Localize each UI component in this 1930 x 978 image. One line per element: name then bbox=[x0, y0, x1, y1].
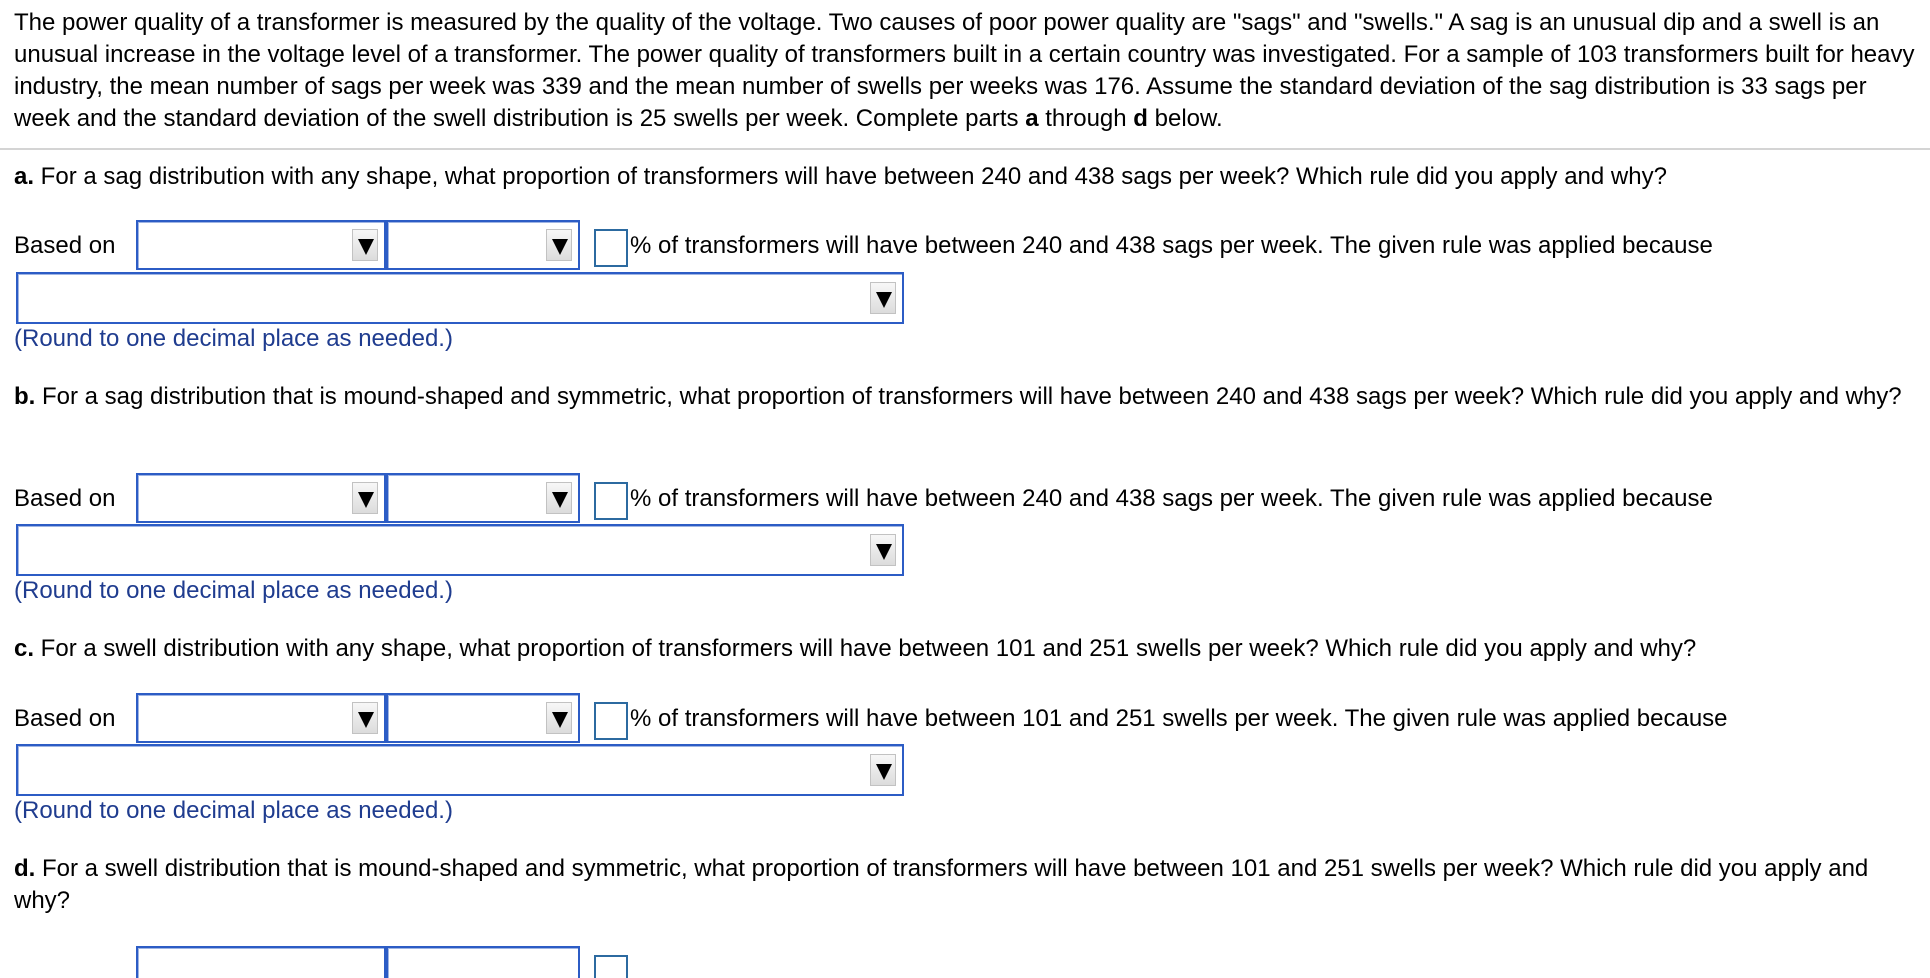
answer-row-d bbox=[14, 946, 1914, 978]
percentage-dropdown-a[interactable] bbox=[386, 220, 580, 270]
answer-sentence-b: % of transformers will have between 240 and 438 sags per week. The given rule was applied because bbox=[630, 485, 1713, 512]
question-b: b. For a sag distribution that is mound-shaped and symmetric, what proportion of transformers will have between 240 and 438 sags per week? Which rule did you apply and why? bbox=[14, 383, 1902, 410]
divider bbox=[0, 148, 1930, 150]
round-hint-a: (Round to one decimal place as needed.) bbox=[14, 325, 453, 352]
answer-row-b bbox=[14, 473, 1914, 525]
round-hint-c: (Round to one decimal place as needed.) bbox=[14, 797, 453, 824]
based-on-label: Based on bbox=[14, 232, 116, 259]
based-on-label: Based on bbox=[14, 485, 116, 512]
answer-row-c bbox=[14, 693, 1914, 745]
dropdown-arrow-icon[interactable] bbox=[870, 754, 896, 786]
dropdown-arrow-icon[interactable] bbox=[546, 702, 572, 734]
dropdown-arrow-icon[interactable] bbox=[870, 282, 896, 314]
percentage-dropdown-c[interactable] bbox=[386, 693, 580, 743]
intro-bold-a: a bbox=[1025, 105, 1039, 132]
dropdown-arrow-icon[interactable] bbox=[870, 534, 896, 566]
rule-dropdown-d[interactable] bbox=[136, 946, 386, 978]
dropdown-arrow-icon[interactable] bbox=[352, 482, 378, 514]
dropdown-arrow-icon[interactable] bbox=[352, 229, 378, 261]
problem-statement: The power quality of a transformer is measured by the quality of the voltage. Two causes of poor power quality are "sags" and "swells." A sag is an unusual dip and a swell is an unusual increase in the voltage level of a transformer. The power quality of transformers built in a certain country was investigated. For a sample of 103 transformers built for heavy industry, the mean number of sags per week was 339 and the mean number of swells per weeks was 176. Assume the standard deviation of the sag distribution is 33 sags per week and the standard deviation of the swell distribution is 25 swells per week. Complete parts a through d below. bbox=[14, 9, 1915, 132]
round-hint-b: (Round to one decimal place as needed.) bbox=[14, 577, 453, 604]
reason-dropdown-b[interactable] bbox=[16, 524, 904, 576]
rule-dropdown-c[interactable] bbox=[136, 693, 386, 743]
dropdown-arrow-icon[interactable] bbox=[546, 229, 572, 261]
percent-input-d[interactable] bbox=[594, 955, 628, 978]
answer-sentence-c: % of transformers will have between 101 and 251 swells per week. The given rule was applied because bbox=[630, 705, 1728, 732]
percent-input-a[interactable] bbox=[594, 229, 628, 267]
reason-dropdown-a[interactable] bbox=[16, 272, 904, 324]
percent-input-b[interactable] bbox=[594, 482, 628, 520]
dropdown-arrow-icon[interactable] bbox=[546, 482, 572, 514]
rule-dropdown-a[interactable] bbox=[136, 220, 386, 270]
percentage-dropdown-d[interactable] bbox=[386, 946, 580, 978]
rule-dropdown-b[interactable] bbox=[136, 473, 386, 523]
question-a: a. For a sag distribution with any shape, what proportion of transformers will have between 240 and 438 sags per week? Which rule did you apply and why? bbox=[14, 163, 1667, 190]
question-c: c. For a swell distribution with any shape, what proportion of transformers will have between 101 and 251 swells per week? Which rule did you apply and why? bbox=[14, 635, 1697, 662]
percent-input-c[interactable] bbox=[594, 702, 628, 740]
answer-row-d-partial bbox=[0, 946, 1930, 978]
based-on-label: Based on bbox=[14, 705, 116, 732]
question-d: d. For a swell distribution that is mound-shaped and symmetric, what proportion of transformers will have between 101 and 251 swells per week? Which rule did you apply and why? bbox=[14, 855, 1869, 914]
answer-row-a bbox=[14, 220, 1914, 272]
answer-sentence-a: % of transformers will have between 240 and 438 sags per week. The given rule was applied because bbox=[630, 232, 1713, 259]
dropdown-arrow-icon[interactable] bbox=[352, 702, 378, 734]
intro-bold-d: d bbox=[1133, 105, 1148, 132]
reason-dropdown-c[interactable] bbox=[16, 744, 904, 796]
percentage-dropdown-b[interactable] bbox=[386, 473, 580, 523]
